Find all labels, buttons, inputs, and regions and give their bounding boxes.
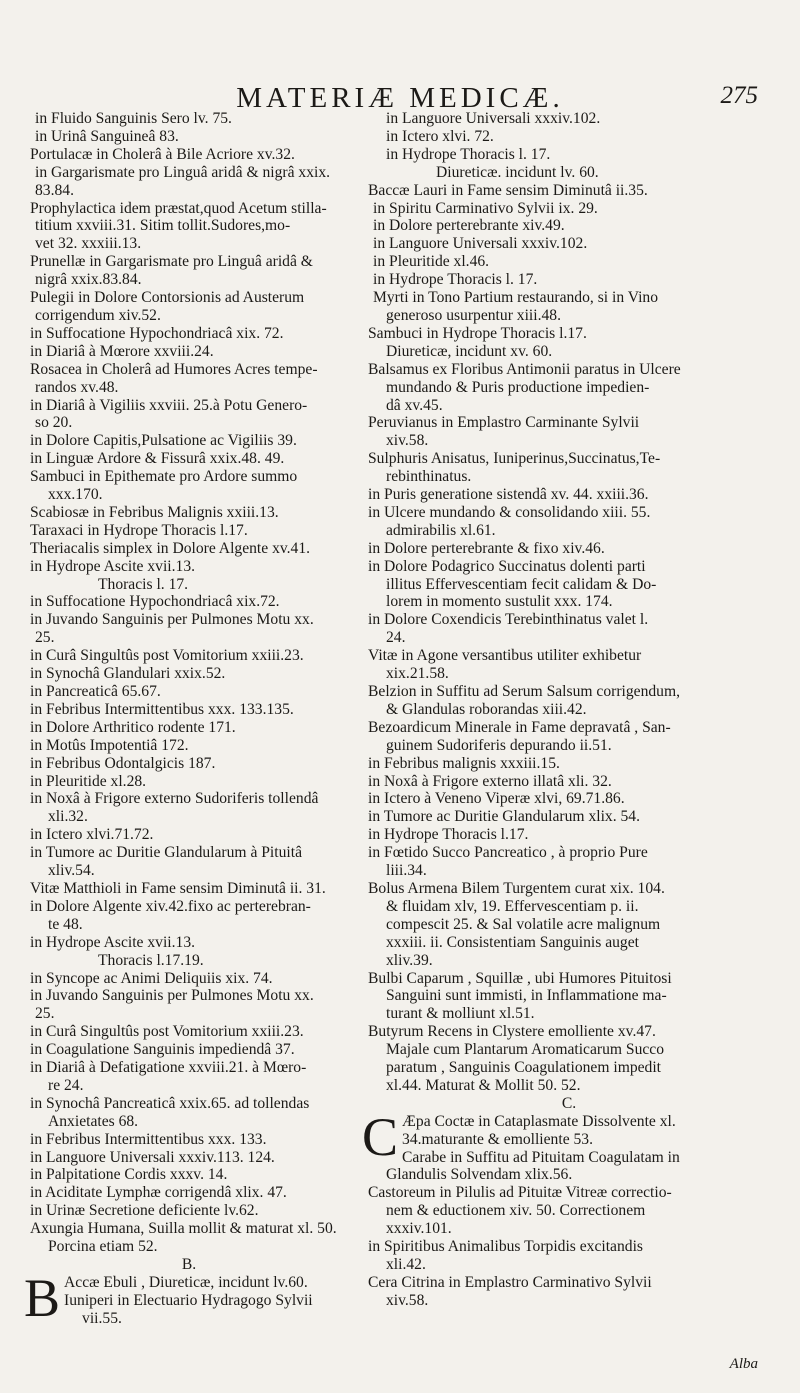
index-entry-line — [368, 235, 770, 253]
index-entry-line — [30, 271, 348, 289]
index-entry-line — [30, 504, 348, 522]
index-entry-line — [30, 343, 348, 361]
entry-text: in Linguæ Ardore & Fissurâ xxix.48. 49. — [30, 450, 285, 468]
index-entry-line — [64, 1310, 348, 1328]
index-entry-line — [30, 558, 348, 576]
entry-text: Myrti in Tono Partium restaurando, si in Vino — [373, 289, 658, 307]
index-entry-line — [368, 110, 770, 128]
entry-text: in Ulcere mundando & consolidando xiii. 55. — [368, 503, 651, 521]
entry-text: Iuniperi in Electuario Hydragogo Sylvii — [64, 1291, 313, 1309]
index-entry-line — [368, 862, 770, 880]
index-entry-line — [368, 253, 770, 271]
entry-text: in Suffocatione Hypochondriacâ xix.72. — [30, 593, 280, 611]
entry-text: paratum , Sanguinis Coagulationem impedit — [386, 1059, 662, 1077]
entry-text: in Languore Universali xxxiv.113. 124. — [30, 1148, 275, 1166]
entry-text: in Spiritibus Animalibus Torpidis excitandis — [368, 1238, 643, 1256]
entry-text: nem & eductionem xiv. 50. Correctionem — [386, 1202, 646, 1220]
index-entry-line — [30, 808, 348, 826]
index-entry-line — [368, 397, 770, 415]
entry-text: Thoracis l.17.19. — [98, 951, 204, 969]
entry-text: xiv.58. — [386, 1291, 429, 1309]
index-entry-line — [368, 217, 770, 235]
entry-text: in Tumore ac Duritie Glandularum à Pituitâ — [30, 844, 302, 862]
entry-text: in Hydrope Thoracis l.17. — [368, 826, 529, 844]
entry-text: xliv.39. — [386, 951, 433, 969]
index-entry-line — [30, 486, 348, 504]
entry-text: in Suffocatione Hypochondriacâ xix. 72. — [30, 324, 284, 342]
index-entry-line — [368, 916, 770, 934]
entry-text: Sambuci in Epithemate pro Ardore summo — [30, 468, 298, 486]
entry-text: Bolus Armena Bilem Turgentem curat xix. 104. — [368, 879, 665, 897]
index-entry-line — [30, 1077, 348, 1095]
entry-text: rebinthinatus. — [386, 468, 472, 486]
entry-text: mundando & Puris productione impedien- — [386, 378, 650, 396]
index-entry-line — [368, 808, 770, 826]
entry-text: vii.55. — [82, 1309, 122, 1327]
entry-text: Diureticæ. incidunt lv. 60. — [436, 163, 599, 181]
entry-text: in Febribus Intermittentibus xxx. 133.135. — [30, 700, 294, 718]
entry-text: te 48. — [48, 915, 83, 933]
index-entry-line — [368, 576, 770, 594]
index-entry-line — [368, 701, 770, 719]
entry-text: lorem in momento sustulit xxx. 174. — [386, 593, 613, 611]
entry-text: xxx.170. — [48, 486, 103, 504]
index-entry-line — [30, 414, 348, 432]
index-entry-line — [30, 916, 348, 934]
index-entry-line — [368, 540, 770, 558]
entry-text: Taraxaci in Hydrope Thoracis l.17. — [30, 521, 248, 539]
index-entry-line — [30, 1131, 348, 1149]
entry-text: 24. — [386, 629, 406, 647]
entry-text: Bulbi Caparum , Squillæ , ubi Humores Pituitosi — [368, 969, 672, 987]
entry-text: Baccæ Lauri in Fame sensim Diminutâ ii.35. — [368, 181, 648, 199]
entry-text: B. — [181, 1256, 197, 1273]
index-entry-line — [368, 719, 770, 737]
entry-text: xiv.58. — [386, 432, 429, 450]
entry-text: guinem Sudoriferis depurando ii.51. — [386, 736, 612, 754]
index-entry-line — [30, 826, 348, 844]
entry-text: in Hydrope Thoracis l. 17. — [373, 271, 538, 289]
drop-cap: C — [362, 1106, 399, 1167]
index-entry-line — [30, 379, 348, 397]
entry-text: in Dolore Algente xiv.42.fixo ac perterebran- — [30, 897, 311, 915]
index-entry-line — [368, 558, 770, 576]
entry-text: nigrâ xxix.83.84. — [35, 271, 142, 289]
index-entry-line — [368, 1256, 770, 1274]
index-entry-line — [368, 1292, 770, 1310]
index-entry-line — [30, 1202, 348, 1220]
entry-text: in Puris generatione sistendâ xv. 44. xxiii.36. — [368, 486, 649, 504]
entry-text: in Dolore perterebrante xiv.49. — [373, 217, 565, 235]
index-entry-line — [368, 1059, 770, 1077]
index-entry-line — [368, 343, 770, 361]
entry-text: in Palpitatione Cordis xxxv. 14. — [30, 1166, 228, 1184]
index-entry-line — [368, 593, 770, 611]
index-entry-line — [368, 844, 770, 862]
entry-text: compescit 25. & Sal volatile acre malignum — [386, 915, 661, 933]
index-entry-line — [30, 665, 348, 683]
index-entry-line — [30, 1005, 348, 1023]
entry-text: vet 32. xxxiii.13. — [35, 235, 142, 253]
entry-text: in Diariâ à Mœrore xxviii.24. — [30, 342, 214, 360]
index-entry-line — [30, 1095, 348, 1113]
index-entry-line — [368, 970, 770, 988]
entry-text: Butyrum Recens in Clystere emolliente xv.47. — [368, 1023, 656, 1041]
index-entry-line — [368, 647, 770, 665]
index-entry-line — [30, 146, 348, 164]
entry-text: & fluidam xlv, 19. Effervescentiam p. ii. — [386, 897, 639, 915]
entry-text: in Gargarismate pro Linguâ aridâ & nigrâ xxix. — [35, 163, 331, 181]
index-entry-line — [368, 450, 770, 468]
index-entry-line — [368, 1005, 770, 1023]
index-entry-line — [368, 164, 770, 182]
index-entry-line — [30, 217, 348, 235]
entry-text: Sulphuris Anisatus, Iuniperinus,Succinatus,Te- — [368, 450, 661, 468]
index-entry-line — [30, 576, 348, 594]
index-entry-line — [30, 235, 348, 253]
index-entry-line — [368, 755, 770, 773]
entry-text: Peruvianus in Emplastro Carminante Sylvii — [368, 414, 640, 432]
entry-text: Porcina etiam 52. — [48, 1238, 158, 1256]
index-entry-line — [368, 1274, 770, 1292]
index-entry-line — [30, 1023, 348, 1041]
entry-text: xix.21.58. — [386, 665, 449, 683]
entry-text: xl.44. Maturat & Mollit 50. 52. — [386, 1076, 581, 1094]
index-entry-line — [30, 898, 348, 916]
entry-text: Vitæ Matthioli in Fame sensim Diminutâ ii. 31. — [30, 879, 326, 897]
entry-text: xxxiv.101. — [386, 1220, 452, 1238]
entry-text: in Dolore Arthritico rodente 171. — [30, 718, 236, 736]
index-entry-line — [368, 1095, 770, 1113]
index-entry-line — [30, 987, 348, 1005]
catchword: Alba — [729, 1356, 758, 1372]
entry-text: titium xxviii.31. Sitim tollit.Sudores,mo- — [35, 217, 291, 235]
entry-text: Pulegii in Dolore Contorsionis ad Austerum — [30, 289, 305, 307]
entry-text: 25. — [35, 629, 55, 647]
entry-text: Belzion in Suffitu ad Serum Salsum corrigendum, — [368, 683, 680, 700]
index-entry-line — [30, 468, 348, 486]
index-entry-line — [30, 880, 348, 898]
index-entry-line — [368, 1077, 770, 1095]
entry-text: corrigendum xiv.52. — [35, 306, 161, 324]
drop-cap: B — [24, 1267, 61, 1328]
right-column — [362, 110, 770, 1310]
index-entry-line — [30, 862, 348, 880]
entry-text: 34.maturante & emolliente 53. — [402, 1130, 594, 1148]
entry-text: Prunellæ in Gargarismate pro Linguâ aridâ & — [30, 253, 313, 271]
entry-text: in Syncope ac Animi Deliquiis xix. 74. — [30, 969, 273, 987]
entry-text: in Ictero xlvi. 72. — [386, 127, 494, 145]
index-entry-line — [30, 128, 348, 146]
index-entry-line — [30, 1059, 348, 1077]
entry-text: in Coagulatione Sanguinis impediendâ 37. — [30, 1041, 295, 1059]
page-number: 275 — [720, 82, 758, 109]
index-entry-line — [30, 307, 348, 325]
index-entry-line — [30, 1113, 348, 1131]
index-entry-line — [368, 1184, 770, 1202]
index-entry-line — [30, 611, 348, 629]
entry-text: turant & molliunt xl.51. — [386, 1005, 535, 1023]
entry-text: Portulacæ in Cholerâ à Bile Acriore xv.32. — [30, 145, 295, 163]
entry-text: in Dolore Podagrico Succinatus dolenti parti — [368, 557, 646, 575]
entry-text: Castoreum in Pilulis ad Pituitæ Vitreæ correctio- — [368, 1184, 672, 1202]
index-entry-line — [368, 1041, 770, 1059]
entry-text: in Spiritu Carminativo Sylvii ix. 29. — [373, 199, 598, 217]
entry-text: so 20. — [35, 414, 73, 432]
entry-text: in Synochâ Pancreaticâ xxix.65. ad tollendas — [30, 1094, 310, 1112]
index-entry-line — [368, 361, 770, 379]
entry-text: in Diariâ à Defatigatione xxviii.21. à Mœro- — [30, 1059, 307, 1077]
index-entry-line — [368, 952, 770, 970]
index-entry-line — [368, 1238, 770, 1256]
index-entry-line — [368, 934, 770, 952]
entry-text: re 24. — [48, 1076, 84, 1094]
entry-text: in Febribus malignis xxxiii.15. — [368, 754, 560, 772]
index-entry-line — [30, 844, 348, 862]
entry-text: Theriacalis simplex in Dolore Algente xv.41. — [30, 539, 311, 557]
index-entry-line — [368, 414, 770, 432]
index-entry-line — [402, 1131, 770, 1149]
entry-text: Vitæ in Agone versantibus utiliter exhibetur — [368, 647, 642, 665]
index-entry-line — [30, 397, 348, 415]
index-entry-line — [30, 934, 348, 952]
entry-text: in Noxâ à Frigore externo Sudoriferis tollendâ — [30, 790, 319, 808]
index-entry-line — [368, 790, 770, 808]
entry-text: 83.84. — [35, 181, 74, 199]
index-entry-line — [30, 790, 348, 808]
index-entry-line — [368, 665, 770, 683]
entry-text: in Synochâ Glandulari xxix.52. — [30, 665, 226, 683]
entry-text: xxxiii. ii. Consistentiam Sanguinis auget — [386, 933, 639, 951]
entry-text: in Tumore ac Duritie Glandularum xlix. 54. — [368, 808, 640, 826]
entry-text: Axungia Humana, Suilla mollit & maturat xl. 50. — [30, 1220, 337, 1238]
index-entry-line — [30, 1041, 348, 1059]
entry-text: Carabe in Suffitu ad Pituitam Coagulatam in — [402, 1148, 680, 1166]
entry-text: dâ xv.45. — [386, 396, 443, 414]
index-entry-line — [402, 1113, 770, 1131]
entry-text: xliv.54. — [48, 862, 95, 880]
index-entry-line — [30, 200, 348, 218]
entry-text: in Motûs Impotentiâ 172. — [30, 736, 189, 754]
entry-text: Prophylactica idem præstat,quod Acetum stilla- — [30, 199, 327, 217]
index-entry-line — [30, 683, 348, 701]
entry-text: randos xv.48. — [35, 378, 119, 396]
index-entry-line — [368, 987, 770, 1005]
index-entry-line — [368, 325, 770, 343]
entry-text: in Urinâ Sanguineâ 83. — [35, 127, 179, 145]
entry-text: in Diariâ à Vigiliis xxviii. 25.à Potu Genero- — [30, 396, 308, 414]
entry-text: xli.42. — [386, 1256, 426, 1273]
index-entry-line — [30, 737, 348, 755]
index-entry-line — [368, 271, 770, 289]
entry-text: 25. — [35, 1005, 55, 1023]
entry-text: Glandulis Solvendam xlix.56. — [386, 1166, 573, 1184]
entry-text: in Ictero à Veneno Viperæ xlvi, 69.71.86. — [368, 790, 625, 808]
index-entry-line — [30, 1149, 348, 1167]
index-entry-line — [30, 719, 348, 737]
entry-text: in Noxâ à Frigore externo illatâ xli. 32. — [368, 772, 612, 790]
entry-text: in Curâ Singultûs post Vomitorium xxiii.23. — [30, 1023, 304, 1041]
entry-text: in Ictero xlvi.71.72. — [30, 826, 154, 844]
entry-text: in Juvando Sanguinis per Pulmones Motu xx. — [30, 987, 314, 1005]
index-entry-line — [30, 432, 348, 450]
index-entry-line — [368, 773, 770, 791]
entry-text: in Pancreaticâ 65.67. — [30, 683, 161, 700]
index-entry-line — [30, 522, 348, 540]
entry-text: in Hydrope Thoracis l. 17. — [386, 145, 551, 163]
entry-text: in Hydrope Ascite xvii.13. — [30, 933, 196, 951]
running-header: MATERIÆ MEDICÆ. — [236, 82, 564, 114]
index-entry-line — [30, 253, 348, 271]
entry-text: in Dolore perterebrante & fixo xiv.46. — [368, 539, 605, 557]
entry-text: in Pleuritide xl.28. — [30, 772, 147, 790]
entry-text: xli.32. — [48, 808, 88, 826]
entry-text: Majale cum Plantarum Aromaticarum Succo — [386, 1041, 665, 1059]
index-entry-line — [368, 432, 770, 450]
left-column — [24, 110, 348, 1328]
index-entry-line — [30, 1184, 348, 1202]
index-entry-line — [30, 1220, 348, 1238]
index-entry-line — [30, 1238, 348, 1256]
entry-text: in Urinæ Secretione deficiente lv.62. — [30, 1202, 259, 1220]
index-entry-line — [30, 970, 348, 988]
entry-text: in Dolore Coxendicis Terebinthinatus valet l. — [368, 611, 649, 629]
entry-text: in Languore Universali xxxiv.102. — [386, 110, 601, 127]
entry-text: in Aciditate Lymphæ corrigendâ xlix. 47. — [30, 1184, 287, 1202]
index-entry-line — [368, 1202, 770, 1220]
entry-text: Cera Citrina in Emplastro Carminativo Sylvii — [368, 1273, 652, 1291]
entry-text: Thoracis l. 17. — [98, 575, 189, 593]
index-entry-line — [64, 1292, 348, 1310]
index-entry-line — [368, 182, 770, 200]
index-entry-line — [30, 1256, 348, 1274]
index-entry-line — [368, 611, 770, 629]
entry-text: in Curâ Singultûs post Vomitorium xxiii.23. — [30, 647, 304, 665]
entry-text: in Juvando Sanguinis per Pulmones Motu xx. — [30, 611, 314, 629]
entry-text: & Glandulas roborandas xiii.42. — [386, 700, 587, 718]
index-entry-line — [30, 1166, 348, 1184]
entry-text: Æpa Coctæ in Cataplasmate Dissolvente xl. — [402, 1112, 676, 1130]
entry-text: Bezoardicum Minerale in Fame depravatâ , San- — [368, 718, 671, 736]
index-entry-line — [368, 289, 770, 307]
index-entry-line — [30, 325, 348, 343]
index-entry-line — [30, 450, 348, 468]
index-entry-line — [368, 898, 770, 916]
entry-text: in Languore Universali xxxiv.102. — [373, 235, 588, 253]
index-entry-line — [368, 128, 770, 146]
index-entry-line — [30, 755, 348, 773]
index-entry-line — [368, 522, 770, 540]
entry-text: Accæ Ebuli , Diureticæ, incidunt lv.60. — [64, 1273, 308, 1291]
entry-text: admirabilis xl.61. — [386, 521, 496, 539]
entry-text: Diureticæ, incidunt xv. 60. — [386, 342, 553, 360]
index-entry-line — [368, 504, 770, 522]
index-entry-line — [368, 826, 770, 844]
entry-text: generoso usurpentur xiii.48. — [386, 306, 561, 324]
index-entry-line — [30, 701, 348, 719]
index-entry-line — [30, 361, 348, 379]
entry-text: Sambuci in Hydrope Thoracis l.17. — [368, 324, 587, 342]
index-entry-line — [64, 1274, 348, 1292]
index-entry-line — [30, 629, 348, 647]
entry-text: in Dolore Capitis,Pulsatione ac Vigiliis 39. — [30, 432, 297, 450]
index-entry-line — [368, 683, 770, 701]
index-entry-line — [368, 200, 770, 218]
index-entry-line — [30, 182, 348, 200]
index-entry-line — [30, 773, 348, 791]
entry-text: in Febribus Intermittentibus xxx. 133. — [30, 1130, 267, 1148]
index-entry-line — [368, 146, 770, 164]
index-entry-line — [402, 1149, 770, 1167]
index-entry-line — [368, 737, 770, 755]
index-entry-line — [368, 880, 770, 898]
index-entry-line — [368, 468, 770, 486]
index-entry-line — [30, 540, 348, 558]
entry-text: Rosacea in Cholerâ ad Humores Acres tempe- — [30, 360, 318, 378]
entry-text: Scabiosæ in Febribus Malignis xxiii.13. — [30, 503, 279, 521]
entry-text: C. — [561, 1094, 577, 1112]
entry-text: in Febribus Odontalgicis 187. — [30, 754, 216, 772]
entry-text: illitus Effervescentiam fecit calidam & Do- — [386, 575, 657, 593]
index-entry-line — [368, 1023, 770, 1041]
entry-text: in Fluido Sanguinis Sero lv. 75. — [35, 110, 232, 127]
index-entry-line — [368, 629, 770, 647]
index-entry-line — [368, 486, 770, 504]
entry-text: Anxietates 68. — [48, 1112, 139, 1130]
index-entry-line — [368, 1166, 770, 1184]
entry-text: in Hydrope Ascite xvii.13. — [30, 557, 196, 575]
entry-text: liii.34. — [386, 862, 427, 880]
index-entry-line — [30, 289, 348, 307]
entry-text: Sanguini sunt immisti, in Inflammatione ma- — [386, 987, 667, 1005]
index-entry-line — [30, 164, 348, 182]
entry-text: in Fœtido Succo Pancreatico , à proprio Pure — [368, 844, 648, 862]
index-entry-line — [368, 379, 770, 397]
entry-text: Balsamus ex Floribus Antimonii paratus in Ulcere — [368, 360, 681, 378]
index-entry-line — [30, 110, 348, 128]
index-entry-line — [30, 647, 348, 665]
index-entry-line — [368, 1220, 770, 1238]
index-entry-line — [30, 952, 348, 970]
index-entry-line — [30, 593, 348, 611]
index-entry-line — [368, 307, 770, 325]
entry-text: in Pleuritide xl.46. — [373, 253, 490, 271]
